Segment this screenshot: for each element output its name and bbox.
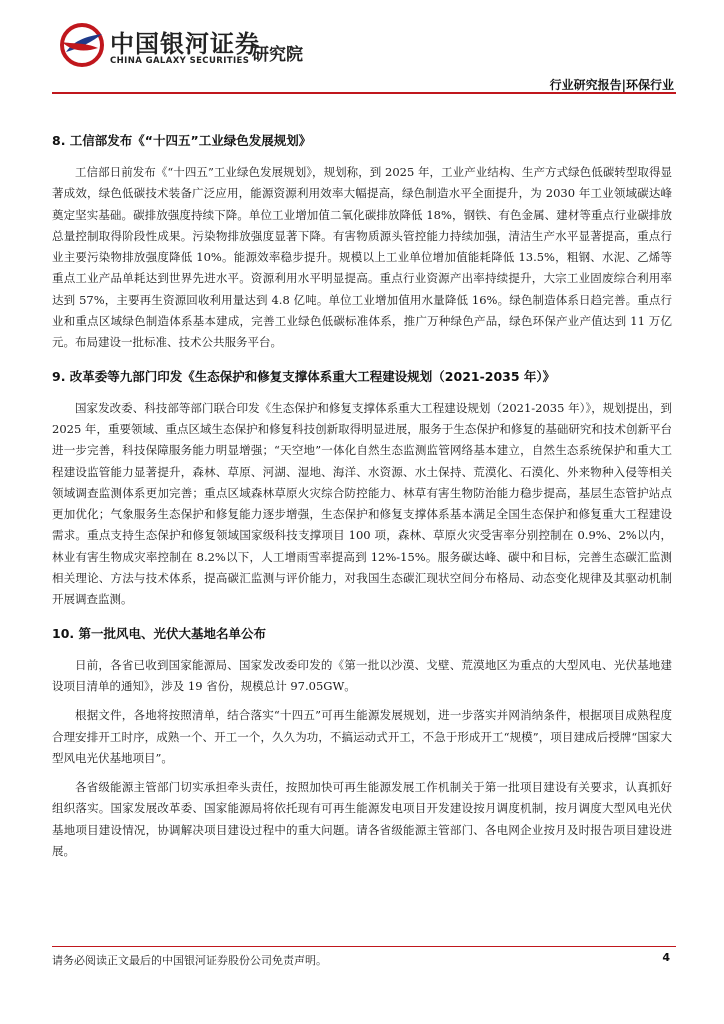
header-divider xyxy=(52,92,676,94)
footer-divider xyxy=(52,946,676,947)
section-title: 9. 改革委等九部门印发《生态保护和修复支撑体系重大工程建设规划（2021-2035 年）》 xyxy=(52,368,556,384)
brand-name-cn: 中国银河证券 xyxy=(110,30,260,58)
galaxy-logo-icon xyxy=(58,22,106,68)
section-title: 10. 第一批风电、光伏大基地名单公布 xyxy=(52,625,266,641)
page-number: 4 xyxy=(662,951,670,964)
section-paragraph: 各省级能源主管部门切实承担牵头责任，按照加快可再生能源发展工作机制关于第一批项目建设有关要求，认真抓好组织落实。国家发展改革委、国家能源局将依托现有可再生能源发电项目开发建设按月调度机制，按月调度大型风电光伏基地项目建设情况，协调解决项目建设过程中的重大问题。请各省级能源主管部门、各电网企业按月及时报告项目建设进展。 xyxy=(52,780,672,859)
main-content xyxy=(52,132,672,862)
page-header xyxy=(0,0,724,100)
report-type-label: 行业研究报告|环保行业 xyxy=(549,78,674,92)
section-paragraph: 国家发改委、科技部等部门联合印发《生态保护和修复支撑体系重大工程建设规划（2021-2035 年）》，规划提出，到 2025 年，重要领域、重点区域生态保护和修复科技创新取得明显进展，服务于生态保护和修复的基础研究和技术创新平台进一步完善，科技保障服务能力明显增强；“天空地”一体化自然生态监测监管网络基本建立，自然生态系统保护和重大工程建设监管能力显著提升，森林、草原、河湖、湿地、海洋、水资源、水土保持、荒漠化、石漠化、外来物种入侵等相关领域调查监测体系更加完善；重点区域森林草原火灾综合防控能力、林草有害生物防治能力稳步提高，基层生态管护站点更加优化；气象服务生态保护和修复能力逐步增强，生态保护和修复支撑体系基本满足全国生态保护和修复重大工程建设需求。重点支持生态保护和修复领域国家级科技支撑项目 100 项，森林、草原火灾受害率分别控制在 0.9%、2%以内，林业有害生物成灾率控制在 8.2%以下，人工增雨雪率提高到 12%-15%。服务碳达峰、碳中和目标，完善生态碳汇监测相关理论、方法与技术体系，提高碳汇监测与评价能力，对我国生态碳汇现状空间分布格局、动态变化规律及其驱动机制开展调查监测。 xyxy=(52,400,672,607)
section-title: 8. 工信部发布《“十四五”工业绿色发展规划》 xyxy=(52,133,312,148)
disclaimer-text: 请务必阅读正文最后的中国银河证券股份公司免责声明。 xyxy=(52,954,327,967)
section-paragraph: 根据文件，各地将按照清单，结合落实“十四五”可再生能源发展规划，进一步落实并网消纳条件，根据项目成熟程度合理安排开工时序，成熟一个、开工一个，久久为功，不搞运动式开工，不急于形成开工“规模”，项目建成后授牌“国家大型风电光伏基地项目”。 xyxy=(52,708,672,765)
research-institute-label: 研究院 xyxy=(252,45,303,65)
section-paragraph: 日前，各省已收到国家能源局、国家发改委印发的《第一批以沙漠、戈壁、荒漠地区为重点的大型风电、光伏基地建设项目清单的通知》，涉及 19 省份，规模总计 97.05GW。 xyxy=(52,657,672,693)
brand-name-en: CHINA GALAXY SECURITIES xyxy=(110,56,250,66)
section-paragraph: 工信部日前发布《“十四五”工业绿色发展规划》，规划称，到 2025 年，工业产业结构、生产方式绿色低碳转型取得显著成效，绿色低碳技术装备广泛应用，能源资源利用效率大幅提高，绿色制造水平全面提升，为 2030 年工业领域碳达峰奠定坚实基础。碳排放强度持续下降。单位工业增加值二氧化碳排放降低 18%，钢铁、有色金属、建材等重点行业碳排放总量控制取得阶段性成果。污染物排放强度显著下降。有害物质源头管控能力持续加强，清洁生产水平显著提高，重点行业主要污染物排放强度降低 10%。能源效率稳步提升。规模以上工业单位增加值能耗降低 13.5%，粗钢、水泥、乙烯等重点工业产品单耗达到世界先进水平。资源利用水平明显提高。重点行业资源产出率持续提升，大宗工业固废综合利用率达到 57%，主要再生资源回收利用量达到 4.8 亿吨。单位工业增加值用水量降低 16%。绿色制造体系日趋完善。重点行业和重点区域绿色制造体系基本建成，完善工业绿色低碳标准体系，推广万种绿色产品，绿色环保产业产值达到 11 万亿元。布局建设一批标准、技术公共服务平台。 xyxy=(52,165,672,350)
